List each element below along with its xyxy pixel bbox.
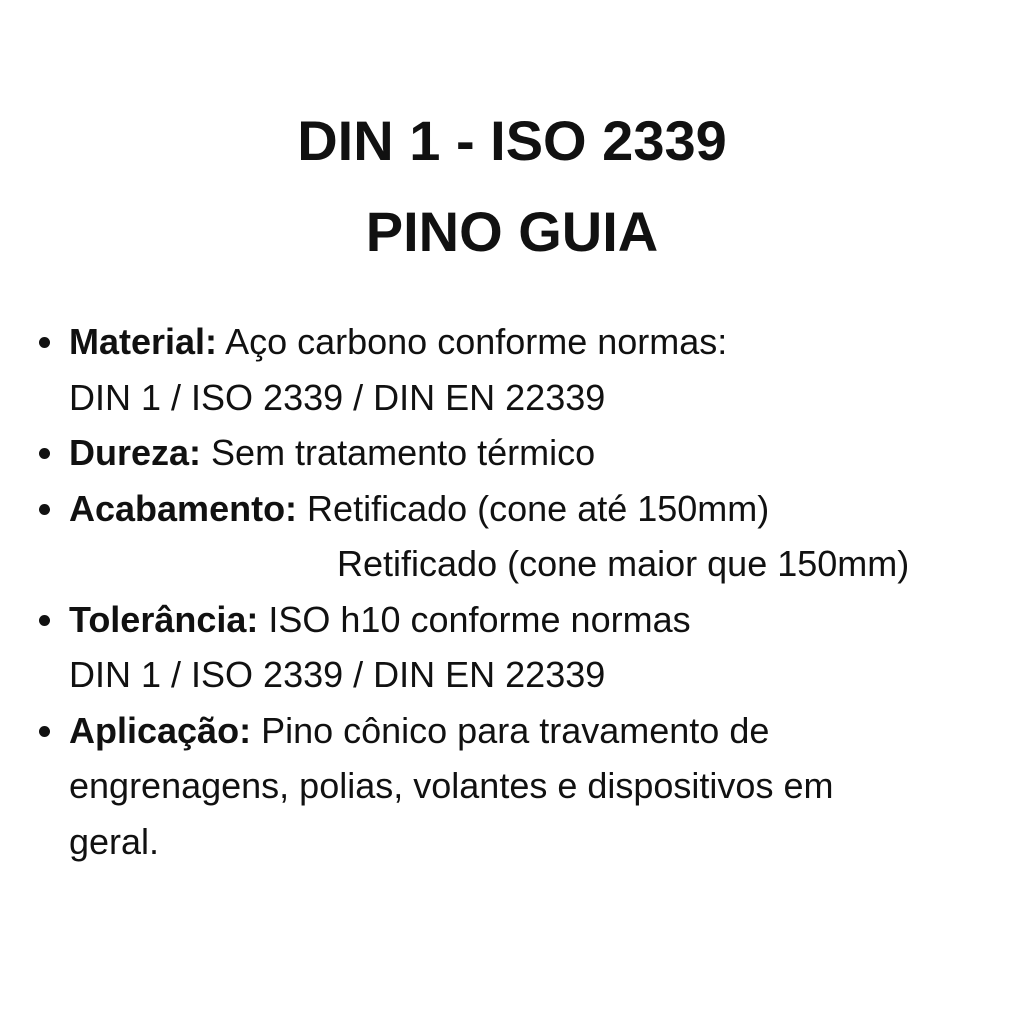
spec-value-acabamento: Retificado (cone até 150mm) [297, 487, 770, 529]
bullet-icon [39, 726, 50, 737]
bullet-icon [39, 504, 50, 515]
spec-value-acabamento-cont: Retificado (cone maior que 150mm) [337, 543, 910, 584]
spec-label-tolerancia: Tolerância: [69, 598, 259, 640]
bullet-icon [39, 615, 50, 626]
spec-line [69, 592, 1024, 648]
spec-item-dureza [0, 425, 1024, 481]
spec-value-material: Aço carbono conforme normas: [217, 321, 728, 362]
spec-line [69, 703, 1024, 759]
spec-label-dureza: Dureza: [69, 432, 202, 473]
spec-line [69, 425, 1024, 481]
spec-value-tolerancia: ISO h10 conforme normas [258, 598, 691, 640]
spec-item-aplicacao [0, 703, 1024, 870]
spec-value-aplicacao-cont-1: engrenagens, polias, volantes e dispositivos em [69, 765, 834, 806]
spec-value-aplicacao-cont-2: geral. [69, 820, 160, 862]
page-title-line-1: DIN 1 - ISO 2339 [297, 109, 727, 172]
spec-label-acabamento: Acabamento: [69, 487, 298, 529]
spec-line [69, 481, 1024, 537]
spec-value-tolerancia-cont: DIN 1 / ISO 2339 / DIN EN 22339 [69, 654, 606, 695]
bullet-icon [39, 337, 50, 348]
spec-value-aplicacao: Pino cônico para travamento de [251, 709, 770, 751]
spec-item-tolerancia [0, 592, 1024, 703]
spec-value-material-cont: DIN 1 / ISO 2339 / DIN EN 22339 [69, 376, 606, 418]
spec-list [0, 314, 1024, 869]
spec-item-acabamento [0, 481, 1024, 592]
spec-item-material [0, 314, 1024, 425]
spec-label-aplicacao: Aplicação: [69, 709, 252, 751]
spec-value-dureza: Sem tratamento térmico [201, 432, 596, 473]
spec-line [69, 314, 1024, 370]
bullet-icon [39, 448, 50, 459]
page-title-line-2: PINO GUIA [365, 200, 659, 263]
spec-label-material: Material: [69, 321, 218, 362]
